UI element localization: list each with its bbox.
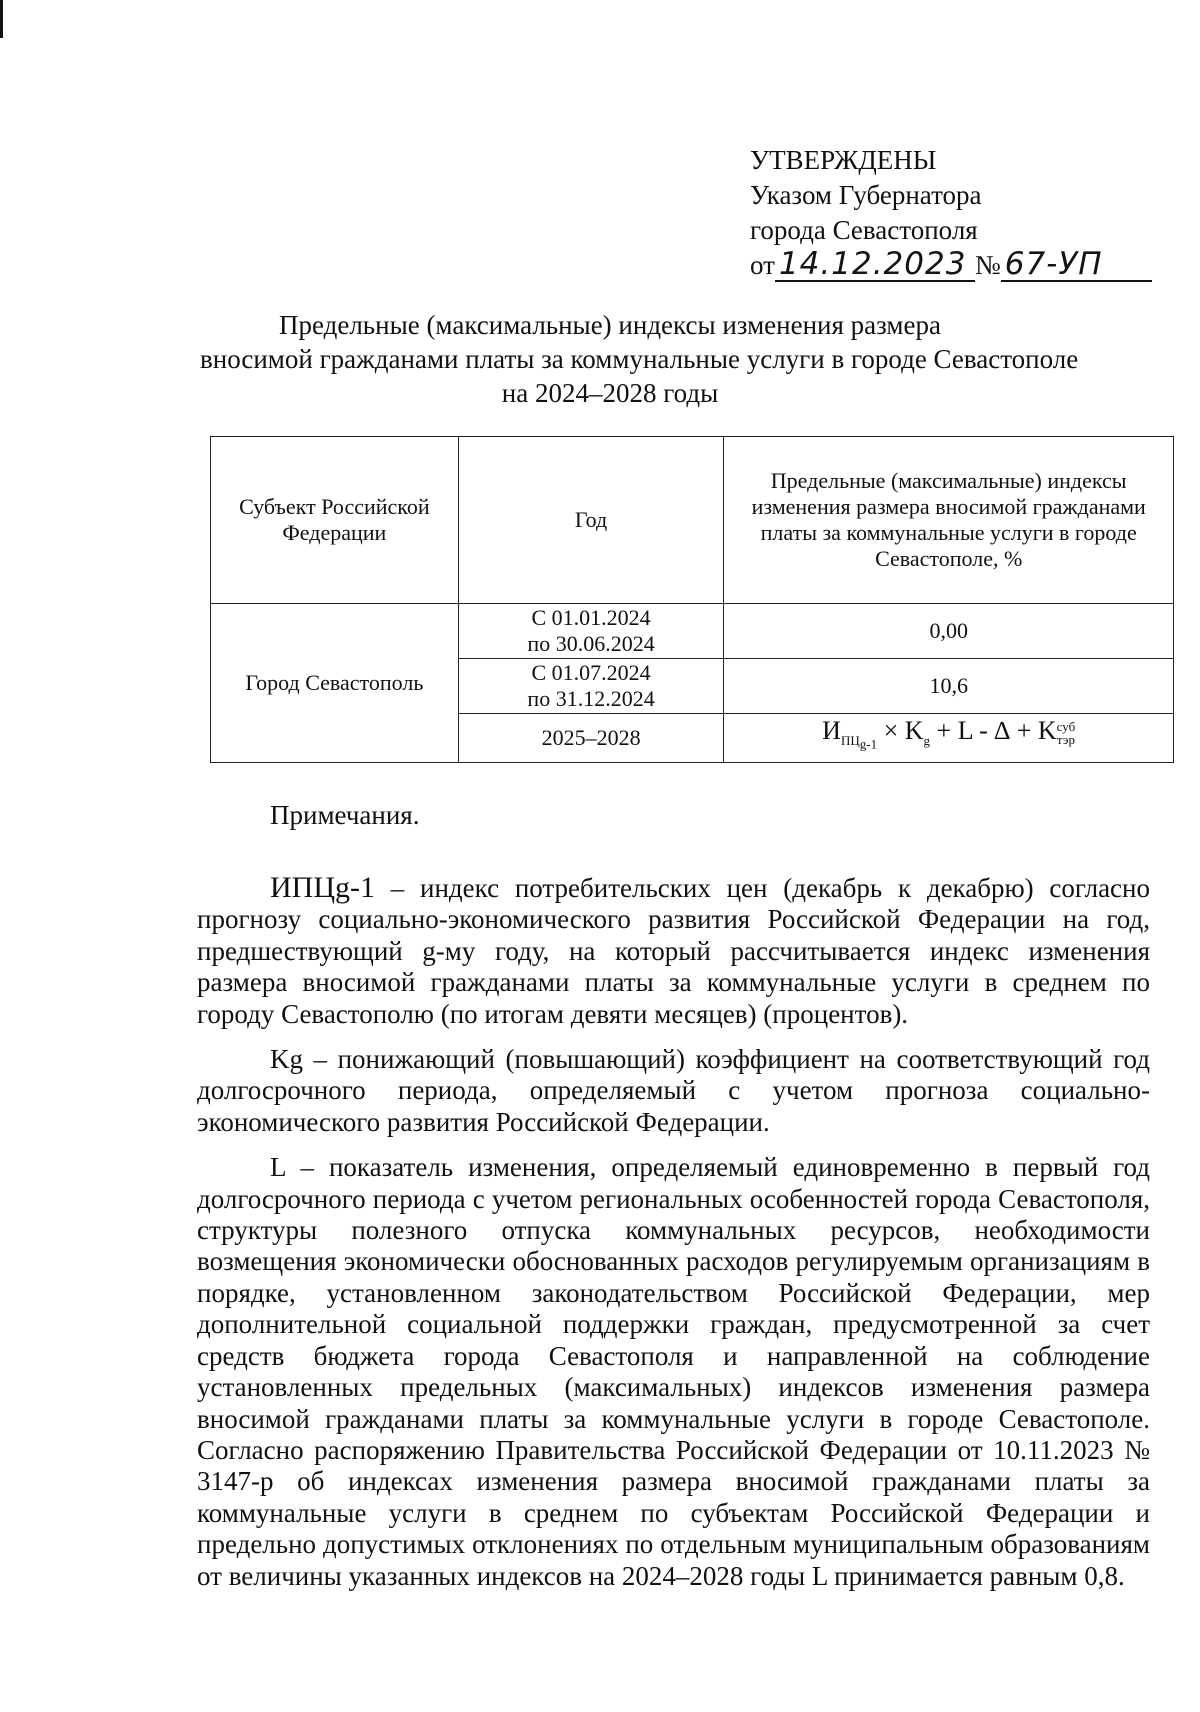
note-cpi-text: – индекс потребительских цен (декабрь к декабрю) согласно прогнозу социально-экономического развития Российской Федерации на год, предшествующий g-му году, на который рассчитывается индекс изменения размера вносимой гражданами платы за коммунальные услуги в среднем по городу Севастополю (по итогам девяти месяцев) (процентов).: [197, 873, 1150, 1029]
date-field: [775, 246, 975, 282]
formula-times: ×: [883, 716, 899, 746]
formula-k2-sup: суб: [1056, 719, 1076, 735]
approval-city: города Севастополя: [750, 215, 978, 245]
note-kg: Kg – понижающий (повышающий) коэффициент на соответствующий год долгосрочного периода, определяемый с учетом прогноза социально-экономического развития Российской Федерации.: [197, 1044, 1150, 1137]
formula-plus-k: + K: [1016, 716, 1057, 746]
table-header-row: [211, 437, 1174, 604]
formula-plus-l: + L -: [936, 716, 988, 746]
period-end: по 30.06.2024: [527, 631, 655, 656]
value-cell: 10,6: [724, 659, 1174, 714]
period-end: по 31.12.2024: [527, 686, 655, 711]
from-label: от: [750, 250, 775, 280]
notes-title: Примечания.: [270, 800, 420, 830]
note-cpi-term: ИПЦg-1: [270, 871, 375, 904]
scan-edge-mark: [0, 0, 3, 38]
title-line-3: на 2024–2028 годы: [501, 378, 719, 408]
subject-cell: Город Севастополь: [211, 604, 459, 763]
approval-block: [750, 143, 1152, 283]
formula-k2-indices: [1057, 720, 1076, 746]
formula-i-sub-text: ПЦ: [840, 733, 860, 749]
note-cpi: [197, 872, 1150, 1030]
number-field: [1001, 246, 1152, 282]
formula-i-subsub: g-1: [859, 736, 878, 752]
notes-body: [197, 872, 1150, 1592]
header-year: Год: [458, 437, 724, 604]
handwritten-date: 14.12.2023: [778, 246, 967, 282]
formula-i: И: [822, 716, 841, 746]
formula-k: K: [904, 716, 924, 746]
index-formula: [822, 716, 1076, 752]
period-cell: [458, 659, 724, 714]
period-start: С 01.07.2024: [531, 660, 651, 685]
approval-authority: Указом Губернатора: [750, 180, 982, 210]
title-line-2: вносимой гражданами платы за коммунальные услуги в городе Севастополе: [200, 344, 1079, 374]
handwritten-number: 67-УП: [1004, 246, 1103, 282]
document-title: [200, 308, 1079, 410]
period-start: С 01.01.2024: [531, 605, 651, 630]
number-label: №: [974, 250, 1001, 280]
header-subject: Субъект Российской Федерации: [211, 437, 459, 604]
value-cell: 0,00: [724, 604, 1174, 659]
period-cell: [458, 604, 724, 659]
formula-cell: [724, 714, 1174, 763]
approval-heading: УТВЕРЖДЕНЫ: [750, 145, 937, 175]
period-cell: 2025–2028: [458, 714, 724, 763]
formula-i-sub: [840, 733, 878, 752]
header-index: Предельные (максимальные) индексы изменения размера вносимой гражданами платы за коммунальные услуги в городе Севастополе, %: [724, 437, 1174, 604]
formula-delta: ∆: [994, 716, 1011, 746]
formula-k2-sub: тэр: [1056, 732, 1075, 748]
formula-k-sub: g: [923, 733, 931, 749]
note-l: L – показатель изменения, определяемый единовременно в первый год долгосрочного периода с учетом региональных особенностей города Севастополя, структуры полезного отпуска коммунальных ресурсов, необходимости возмещения экономически обоснованных расходов регулируемым организациям в порядке, установленном законодательством Российской Федерации, мер дополнительной социальной поддержки граждан, предусмотренной за счет средств бюджета города Севастополя и направленной на соблюдение установленных предельных (максимальных) индексов изменения размера вносимой гражданами платы за коммунальные услуги в городе Севастополе. Согласно распоряжению Правительства Российской Федерации от 10.11.2023 № 3147-р об индексах изменения размера вносимой гражданами платы за коммунальные услуги в среднем по субъектам Российской Федерации и предельно допустимых отклонениях по отдельным муниципальным образованиям от величины указанных индексов на 2024–2028 годы L принимается равным 0,8.: [197, 1152, 1150, 1591]
indices-table: [210, 436, 1174, 763]
title-line-1: Предельные (максимальные) индексы изменения размера: [278, 310, 941, 340]
approval-date-number-line: [750, 248, 1152, 283]
table-row: [211, 604, 1174, 659]
